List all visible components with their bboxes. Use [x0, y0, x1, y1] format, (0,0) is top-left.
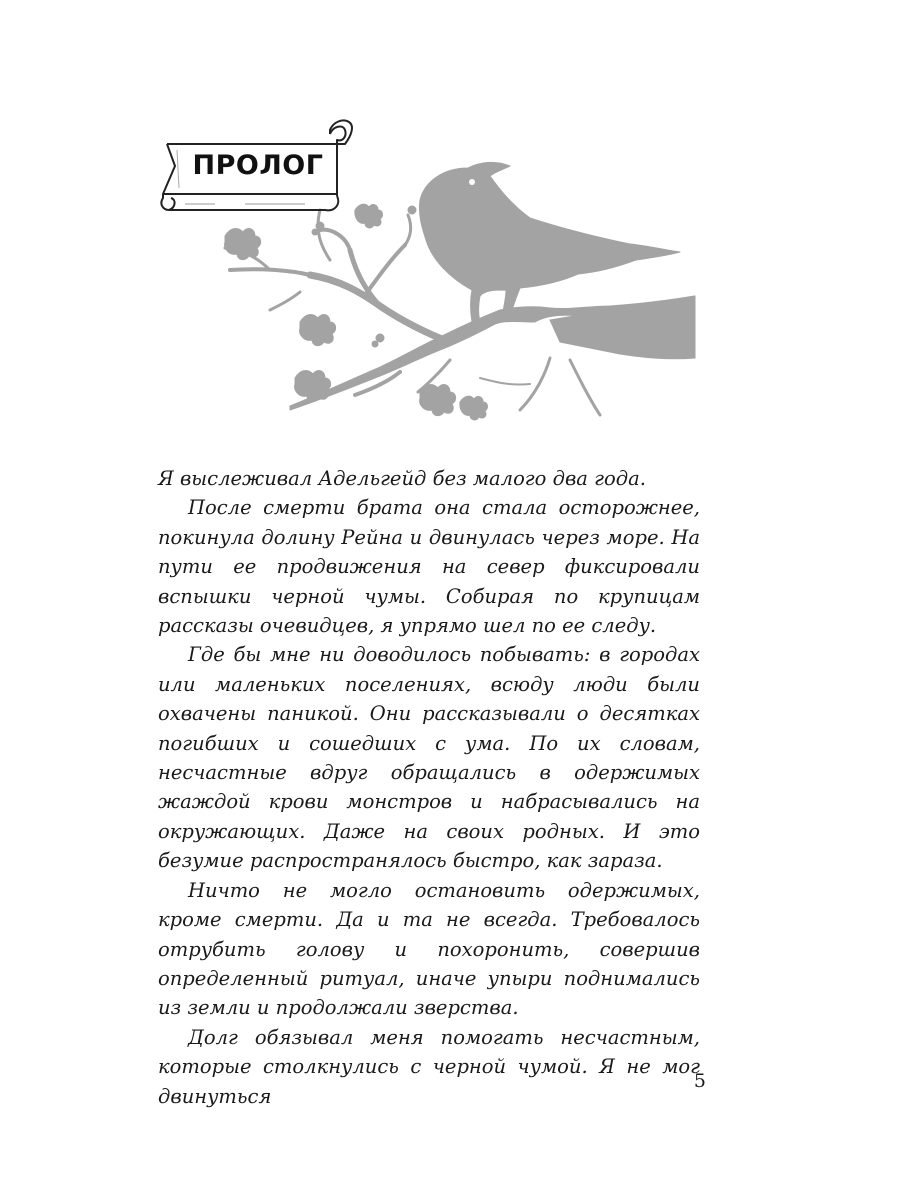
oak-leaf	[300, 315, 336, 346]
chapter-body	[158, 464, 700, 1111]
paragraph: Где бы мне ни доводилось побывать: в городах или маленьких поселениях, всюду люди были охвачены паникой. Они рассказывали о десятках погибших и сошедших с ума. По их словам, несчастные вдруг обращались в одержимых жаждой крови монстров и набрасывались на окружающих. Даже на своих родных. И это безумие распространялось быстро, как зараза.	[158, 643, 700, 873]
chapter-title: ПРОЛОГ	[192, 150, 324, 181]
oak-leaf	[460, 396, 488, 420]
paragraph: Ничто не могло остановить одержимых, кроме смерти. Да и та не всегда. Требовалось отрубить голову и похоронить, совершив определенный ритуал, иначе упыри поднимались из земли и продолжали зверства.	[158, 878, 700, 1020]
paragraph: Долг обязывал меня помогать несчастным, которые столкнулись с черной чумой. Я не мог двинуться	[158, 1025, 700, 1108]
oak-leaf	[420, 385, 456, 416]
oak-leaf	[295, 371, 331, 402]
paragraph: После смерти брата она стала осторожнее, покинула долину Рейна и двинулась через море. На пути ее продвижения на север фиксировали вспышки черной чумы. Собирая по крупицам рассказы очевидцев, я упрямо шел по ее следу.	[158, 496, 700, 638]
raven	[419, 162, 680, 322]
paragraph: Я выслеживал Адельгейд без малого два года.	[158, 467, 646, 490]
oak-leaf	[225, 229, 261, 260]
page-number: 5	[693, 1070, 706, 1092]
